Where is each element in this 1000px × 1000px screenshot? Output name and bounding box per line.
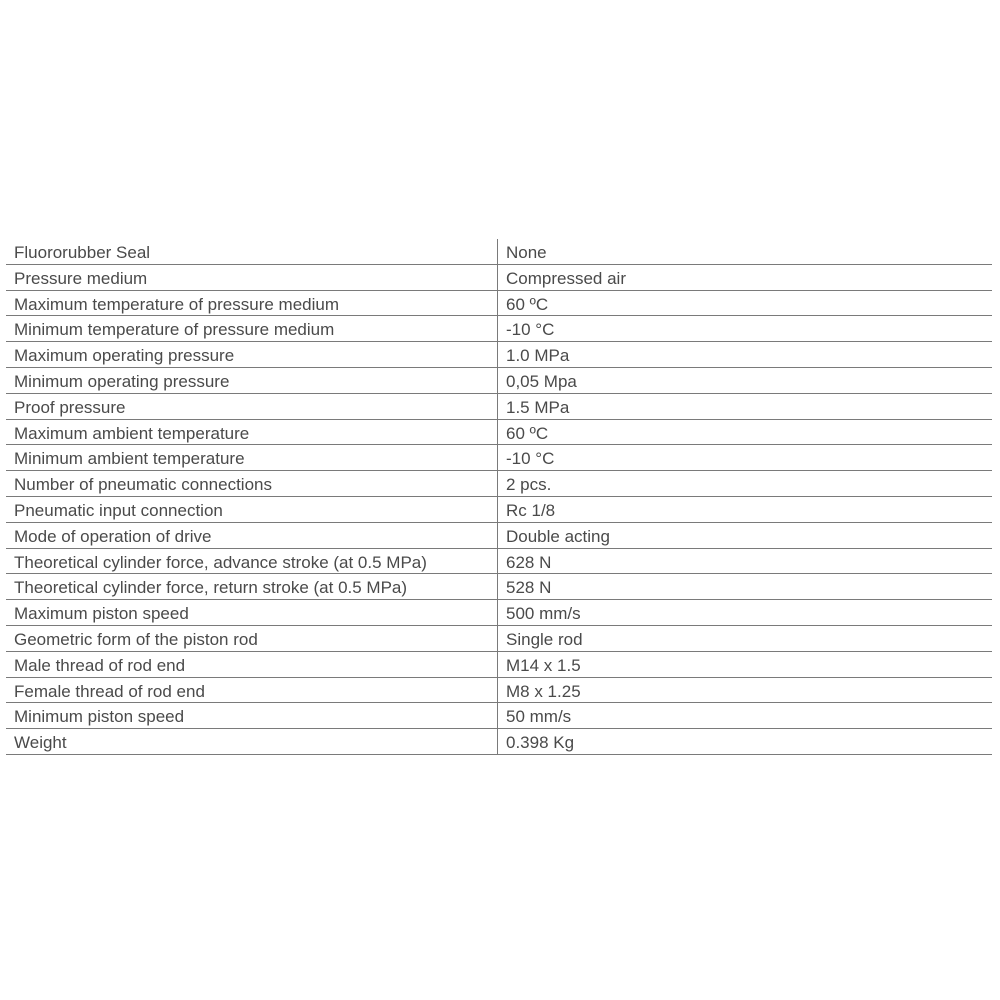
spec-value: 628 N: [506, 552, 552, 572]
spec-value: Rc 1/8: [506, 500, 556, 520]
spec-value: 500 mm/s: [506, 604, 581, 624]
table-row: [6, 729, 992, 755]
spec-label: Proof pressure: [6, 394, 498, 419]
spec-label: Fluororubber Seal: [6, 239, 498, 264]
table-row: [6, 626, 992, 652]
spec-value: 2 pcs.: [506, 475, 552, 495]
spec-value: 60 ºC: [506, 294, 549, 314]
table-row: [6, 265, 992, 291]
spec-value: None: [506, 243, 547, 262]
spec-value: Single rod: [506, 629, 583, 649]
spec-label: Mode of operation of drive: [6, 523, 498, 548]
spec-value: M14 x 1.5: [506, 655, 581, 675]
spec-label: Pneumatic input connection: [6, 497, 498, 522]
table-row: [6, 342, 992, 368]
spec-label: Theoretical cylinder force, advance stroke (at 0.5 MPa): [6, 549, 498, 574]
table-row: [6, 291, 992, 317]
spec-value: 1.0 MPa: [506, 346, 570, 366]
spec-label: Male thread of rod end: [6, 652, 498, 677]
table-row: [6, 316, 992, 342]
spec-label: Pressure medium: [6, 265, 498, 290]
spec-label: Minimum operating pressure: [6, 368, 498, 393]
spec-value: -10 °C: [506, 320, 555, 340]
spec-value: 0.398 Kg: [506, 733, 575, 753]
spec-label: Maximum ambient temperature: [6, 420, 498, 445]
table-row: [6, 368, 992, 394]
spec-label: Theoretical cylinder force, return stroke (at 0.5 MPa): [6, 574, 498, 599]
spec-label: Minimum ambient temperature: [6, 445, 498, 470]
table-row: [6, 549, 992, 575]
spec-label: Geometric form of the piston rod: [6, 626, 498, 651]
table-row: [6, 394, 992, 420]
table-row: [6, 703, 992, 729]
spec-label: Maximum operating pressure: [6, 342, 498, 367]
table-row: [6, 420, 992, 446]
spec-label: Number of pneumatic connections: [6, 471, 498, 496]
spec-label: Maximum piston speed: [6, 600, 498, 625]
table-row: [6, 497, 992, 523]
spec-value: 0,05 Mpa: [506, 371, 577, 391]
spec-value: 60 ºC: [506, 423, 549, 443]
spec-label: Minimum temperature of pressure medium: [6, 316, 498, 341]
spec-table: [6, 239, 992, 755]
spec-label: Maximum temperature of pressure medium: [6, 291, 498, 316]
table-row: [6, 652, 992, 678]
spec-label: Minimum piston speed: [6, 703, 498, 728]
spec-value: Compressed air: [506, 268, 626, 288]
spec-label: Female thread of rod end: [6, 678, 498, 703]
table-row: [6, 600, 992, 626]
spec-value: 50 mm/s: [506, 707, 572, 727]
table-row: [6, 471, 992, 497]
table-row: [6, 574, 992, 600]
spec-value: M8 x 1.25: [506, 681, 581, 701]
table-row: [6, 523, 992, 549]
table-row: [6, 678, 992, 704]
table-row: [6, 445, 992, 471]
spec-value: Double acting: [506, 526, 610, 546]
table-row: [6, 239, 992, 265]
spec-value: -10 °C: [506, 449, 555, 469]
spec-value: 528 N: [506, 578, 552, 598]
spec-label: Weight: [6, 729, 498, 754]
spec-value: 1.5 MPa: [506, 397, 570, 417]
